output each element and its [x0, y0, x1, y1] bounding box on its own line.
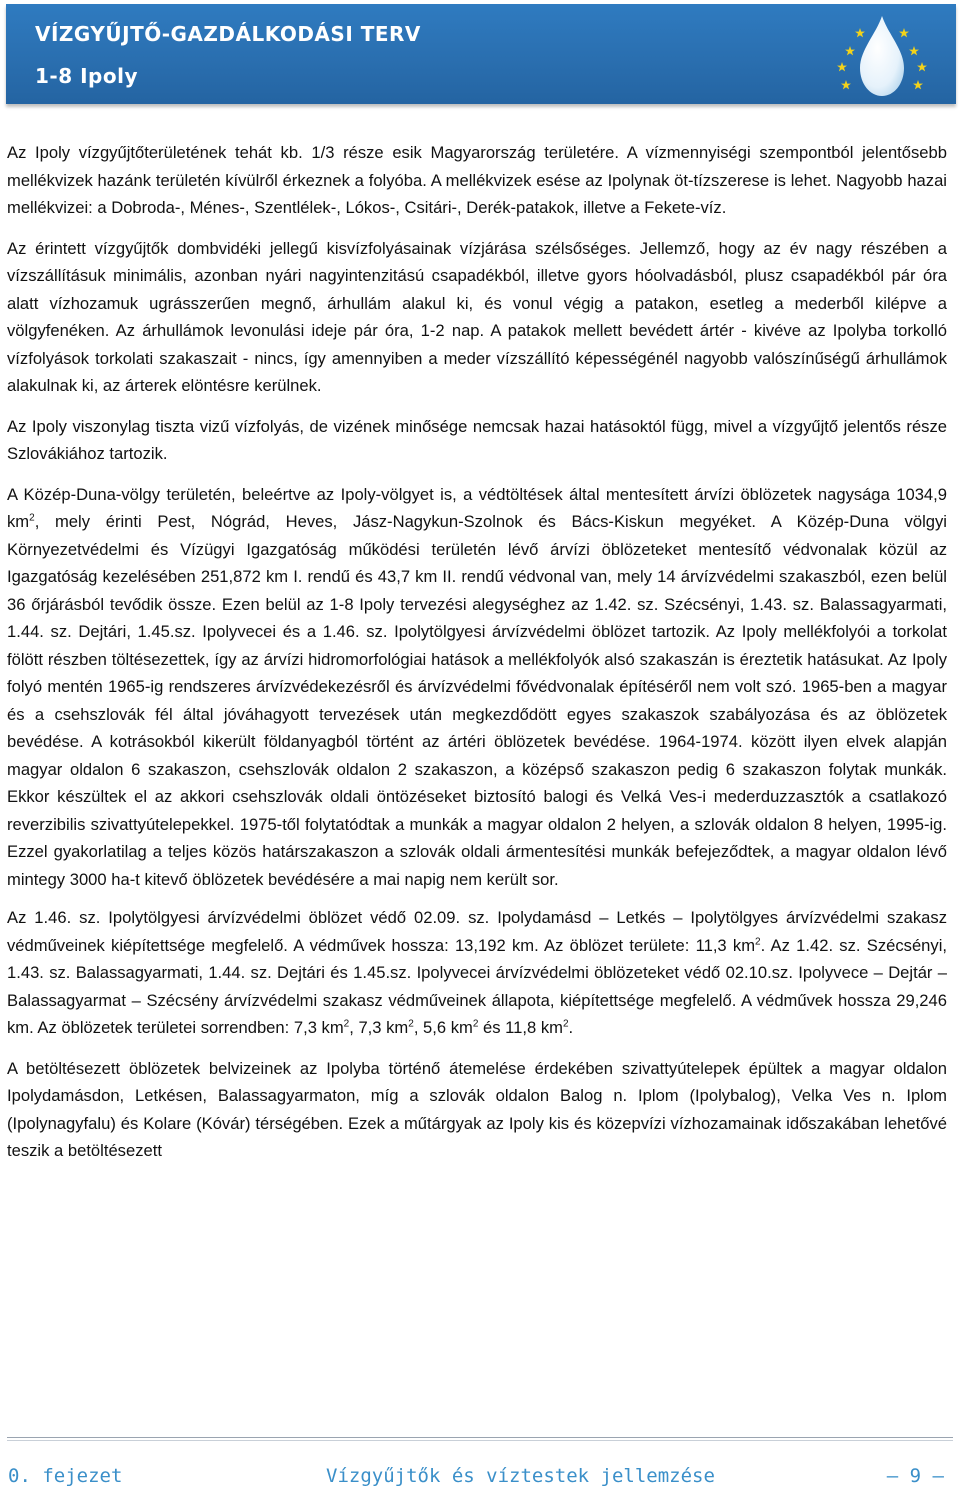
- header-title: VÍZGYŰJTŐ-GAZDÁLKODÁSI TERV: [35, 22, 421, 46]
- superscript: 2: [29, 512, 35, 524]
- document-body: [7, 139, 947, 1178]
- page-header: [6, 4, 956, 104]
- superscript: 2: [472, 1018, 479, 1030]
- page-footer: [8, 1465, 948, 1489]
- superscript: 2: [343, 1018, 350, 1030]
- footer-divider: [7, 1437, 953, 1438]
- paragraph-5-part-b: . Az 1.42. sz. Szécsényi, 1.43. sz. Balassagyarmati, 1.44. sz. Dejtári és 1.45.sz. Ipolyvecei árvízvédelmi öblözeteket védő 02.10.sz. Ipolyvece – Dejtár – Balassagyarmat – Szécsény árvízvédelmi szakasz védműveinek állapota, kiépítettsége megfelelő. A védművek hossza 29,246 km. Az öblözetek területei sorrendben: 7,3 km: [7, 935, 947, 1037]
- paragraph-1: Az Ipoly vízgyűjtőterületének tehát kb. 1/3 része esik Magyarország területére. A vízmennyiségi szempontból jelentősebb mellékvizek hazánk területén kívülről érkeznek a folyóba. A mellékvizek esése az Ipolynak öt-tízszerese is lehet. Nagyobb hazai mellékvizei: a Dobroda-, Ménes-, Szentlélek-, Lókos-, Csitári-, Derék-patakok, illetve a Fekete-víz.: [7, 143, 947, 217]
- paragraph-4-part-b: , mely érinti Pest, Nógrád, Heves, Jász-Nagykun-Szolnok és Bács-Kiskun megyéket. A Közép-Duna völgyi Környezetvédelmi és Vízügyi Igazgatóság működési területén lévő árvízi öblözeteket mentesítő védvonalak közül az Igazgatóság kezelésében 251,872 km I. rendű és 43,7 km II. rendű védvonal van, mely 14 árvízvédelmi szakaszból, ezen belül 36 őrjárásból tevődik össze. Ezen belül az 1-8 Ipoly tervezési alegységhez az 1.42. sz. Szécsényi, 1.43. sz. Balassagyarmati, 1.44. sz. Dejtári, 1.45.sz. Ipolyvecei és a 1.46. sz. Ipolytölgyesi árvízvédelmi öblözet tartozik. Az Ipoly mellékfolyói a torkolat fölött részben töltésezettek, így az árvízi hidromorfológiai hatások a mellékfolyók alsó szakaszán is éreztetik hatásukat. Az Ipoly folyó mentén 1965-ig rendszeres árvízvédekezésről és árvízvédelmi fővédvonalak építéséről nem volt szó. 1965-ben a magyar és a csehszlovák fél által jóváhagyott tervezések után megkezdődött egyes szakaszok szabályozása és az öblözetek bevédése. A kotrásokból kikerült földanyagból történt az ártéri öblözetek bevédése. 1964-1974. között ilyen elvek alapján magyar oldalon 6 szakaszon, csehszlovák oldalon 2 szakaszon, a középső szakaszon pedig 6 szakaszon folytak munkák. Ekkor készültek el az akkori csehszlovák oldali öntözéseket biztosító balogi és Velká Ves-i mederduzzasztók a csatlakozó reverzibilis szivattyútelepekkel. 1975-től folytatódtak a munkák a magyar oldalon 2 helyen, a szlovák oldalon 8 helyen, 1995-ig. Ezzel gyakorlatilag a teljes közös határszakaszon a szlovák oldali ármentesítési munkák befejeződtek, a magyar oldalon lévő mintegy 3000 ha-t kitevő öblözetek bevédésére a mai napig nem került sor.: [7, 512, 947, 889]
- paragraph-3: Az Ipoly viszonylag tiszta vizű vízfolyás, de vizének minősége nemcsak hazai hatásoktól függ, mivel a vízgyűjtő jelentős része Szlovákiához tartozik.: [7, 416, 947, 463]
- water-drop-eu-stars-icon: [822, 6, 942, 102]
- paragraph-4: [7, 481, 947, 894]
- superscript: 2: [562, 1018, 569, 1030]
- footer-section: Vízgyűjtők és víztestek jellemzése: [326, 1465, 715, 1487]
- page-number: – 9 –: [886, 1465, 944, 1487]
- paragraph-5-part-f: .: [568, 1018, 574, 1037]
- paragraph-5-part-e: és 11,8 km: [478, 1018, 563, 1037]
- paragraph-5: [7, 904, 947, 1042]
- paragraph-4-part-a: A Közép-Duna-völgy területén, beleértve az Ipoly-völgyet is, a védtöltések által mentesített árvízi öblözetek nagysága 1034,9 km: [7, 484, 947, 531]
- footer-chapter: 0. fejezet: [8, 1465, 123, 1487]
- superscript: 2: [408, 1018, 414, 1030]
- paragraph-6: A betöltésezett öblözetek belvizeinek az Ipolyba történő átemelése érdekében szivattyútelepek épültek a magyar oldalon Ipolydamásdon, Letkésen, Balassagyarmaton, míg a szlovák oldalon Balog n. Iplom (Ipolybalog), Velka Ves n. Iplom (Ipolynagyfalu) és Kolare (Kóvár) térségében. Ezek a műtárgyak az Ipoly kis és közepvízi vízhozamainak időszakában lehetővé teszik a betöltésezett: [7, 1058, 947, 1160]
- paragraph-2: Az érintett vízgyűjtők dombvidéki jellegű kisvízfolyásainak vízjárása szélsőséges. Jellemző, hogy az év nagy részében a vízszállításuk minimális, azonban nyári nagyintenzitású csapadékból, illetve gyors hóolvadásból, plusz csapadékból pár óra alatt vízhozamuk ugrásszerűen megnő, árhullám alakul ki, és vonul végig a patakon, esetleg a mederből kilépve a völgyfenéken. Az árhullámok levonulási ideje pár óra, 1-2 nap. A patakok mellett bevédett ártér - kivéve az Ipolyba torkolló vízfolyások torkolati szakaszait - nincs, így amennyiben a meder vízszállító képességénél nagyobb valószínűségű árhullámok alakulnak ki, az árterek elöntésre kerülnek.: [7, 238, 947, 395]
- superscript: 2: [755, 935, 761, 947]
- header-subtitle: 1-8 Ipoly: [35, 64, 138, 88]
- paragraph-5-part-d: , 5,6 km: [413, 1018, 473, 1037]
- footer-divider-secondary: [7, 1440, 953, 1441]
- paragraph-5-part-a: Az 1.46. sz. Ipolytölgyesi árvízvédelmi öblözet védő 02.09. sz. Ipolydamásd – Letkés – Ipolytölgyes árvízvédelmi szakasz védműveinek kiépítettsége megfelelő. A védművek hossza: 13,192 km. Az öblözet területe: 11,3 km: [7, 908, 947, 955]
- paragraph-5-part-c: , 7,3 km: [349, 1018, 409, 1037]
